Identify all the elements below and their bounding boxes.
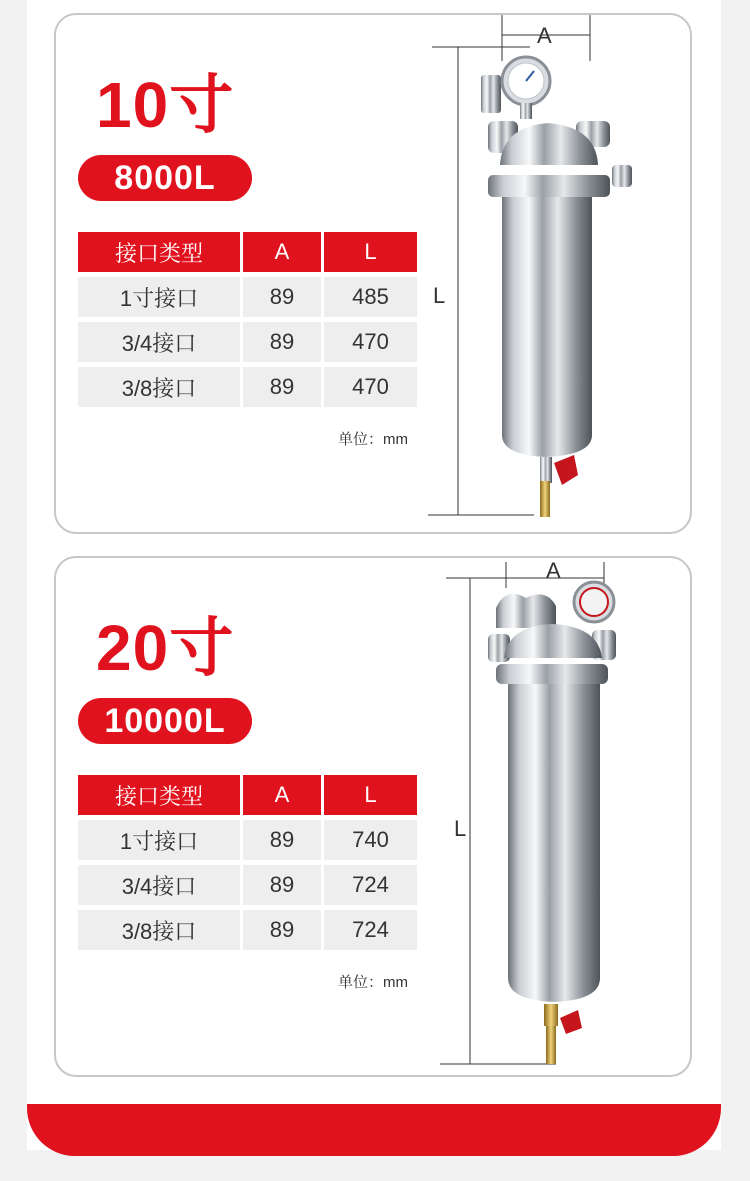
dim-l-label: L bbox=[454, 816, 467, 841]
unit-note: 单位：mm bbox=[338, 974, 408, 991]
col-header-a: A bbox=[243, 232, 321, 272]
col-header-interface: 接口类型 bbox=[78, 232, 240, 272]
col-header-interface: 接口类型 bbox=[78, 775, 240, 815]
cell-l: 470 bbox=[324, 367, 417, 407]
cell-interface: 1寸接口 bbox=[78, 277, 240, 317]
cell-l: 724 bbox=[324, 910, 417, 950]
capacity-badge: 8000L bbox=[78, 155, 252, 201]
cell-a: 89 bbox=[243, 367, 321, 407]
size-title: 10寸 bbox=[96, 69, 235, 141]
red-footer-band bbox=[27, 1104, 721, 1156]
cell-l: 485 bbox=[324, 277, 417, 317]
cell-a: 89 bbox=[243, 865, 321, 905]
product-card-10-inch bbox=[54, 13, 692, 534]
cell-interface: 3/8接口 bbox=[78, 910, 240, 950]
dim-l-label: L bbox=[433, 283, 446, 308]
cell-l: 740 bbox=[324, 820, 417, 860]
dim-a-label: A bbox=[537, 23, 552, 48]
dim-a-label: A bbox=[546, 558, 561, 583]
size-title: 20寸 bbox=[96, 612, 235, 684]
filter-illustration bbox=[56, 558, 694, 1079]
filter-housing-icon bbox=[488, 582, 616, 1064]
filter-housing-icon bbox=[481, 57, 632, 517]
cell-a: 89 bbox=[243, 322, 321, 362]
col-header-l: L bbox=[324, 232, 417, 272]
filter-illustration bbox=[56, 15, 694, 536]
col-header-a: A bbox=[243, 775, 321, 815]
cell-l: 470 bbox=[324, 322, 417, 362]
unit-note: 单位：mm bbox=[338, 431, 408, 448]
cell-interface: 3/8接口 bbox=[78, 367, 240, 407]
cell-interface: 1寸接口 bbox=[78, 820, 240, 860]
cell-a: 89 bbox=[243, 277, 321, 317]
cell-l: 724 bbox=[324, 865, 417, 905]
cell-a: 89 bbox=[243, 820, 321, 860]
capacity-badge: 10000L bbox=[78, 698, 252, 744]
cell-interface: 3/4接口 bbox=[78, 322, 240, 362]
product-card-20-inch bbox=[54, 556, 692, 1077]
cell-interface: 3/4接口 bbox=[78, 865, 240, 905]
cell-a: 89 bbox=[243, 910, 321, 950]
col-header-l: L bbox=[324, 775, 417, 815]
